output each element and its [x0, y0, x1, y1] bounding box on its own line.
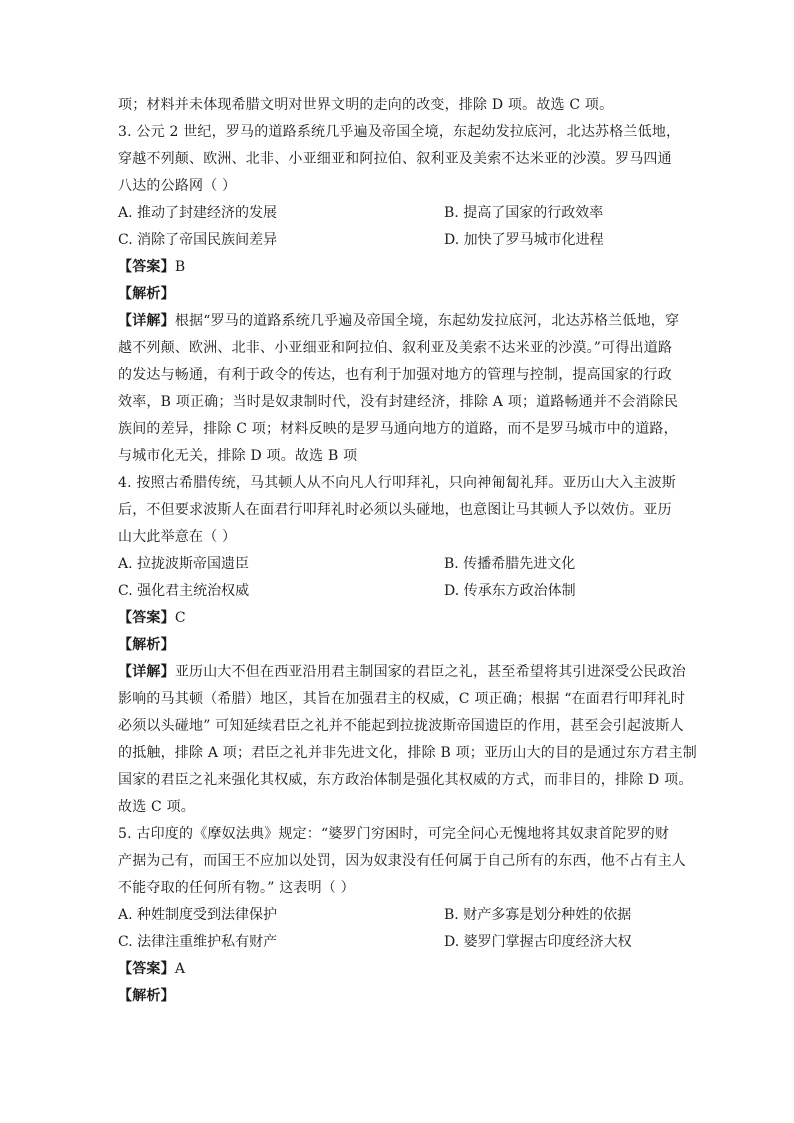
detail-line: 效率，B 项正确；当时是奴隶制时代，没有封建经济，排除 A 项；道路畅通并不会消除民 — [118, 394, 679, 410]
question-stem-line: 4. 按照古希腊传统，马其顿人从不向凡人行叩拜礼，只向神匍匐礼拜。亚历山大入主波斯 — [118, 475, 677, 491]
answer-line — [118, 956, 688, 983]
option-d: D. 传承东方政治体制 — [444, 583, 576, 599]
answer-label: 【答案】 — [118, 610, 175, 626]
question-stem-line: 山大此举意在（ ） — [118, 529, 237, 545]
question-stem-line: 穿越不列颠、欧洲、北非、小亚细亚和阿拉伯、叙利亚及美索不达米亚的沙漠。罗马四通 — [118, 151, 672, 167]
option-a: A. 推动了封建经济的发展 — [118, 205, 278, 221]
analysis-label: 【解析】 — [118, 286, 175, 302]
option-a: A. 拉拢波斯帝国遗臣 — [118, 556, 250, 572]
detail-line — [118, 659, 688, 686]
answer-line — [118, 605, 688, 632]
question-stem-line: 后，不但要求波斯人在面君行叩拜礼时必须以头碰地，也意图让马其顿人予以效仿。亚历 — [118, 502, 672, 518]
option-row — [118, 902, 688, 929]
option-a: A. 种姓制度受到法律保护 — [118, 907, 278, 923]
intro-line: 项；材料并未体现希腊文明对世界文明的走向的改变，排除 D 项。故选 C 项。 — [118, 97, 614, 113]
question-stem-line: 八达的公路网（ ） — [118, 178, 237, 194]
detail-line: 影响的马其顿（希腊）地区，其旨在加强君主的权威，C 项正确；根据 “在面君行叩拜礼时 — [118, 691, 686, 707]
analysis-line — [118, 281, 688, 308]
option-c: C. 强化君主统治权威 — [118, 583, 250, 599]
analysis-line — [118, 632, 688, 659]
option-b: B. 传播希腊先进文化 — [444, 556, 576, 572]
analysis-line — [118, 983, 688, 1010]
answer-label: 【答案】 — [118, 961, 175, 977]
question-stem-line: 不能夺取的任何所有物。” 这表明（ ） — [118, 880, 355, 896]
detail-label: 【详解】 — [118, 664, 175, 680]
option-c: C. 法律注重维护私有财产 — [118, 934, 278, 950]
answer-value: C — [174, 610, 186, 626]
detail-text: 根据“罗马的道路系统几乎遍及帝国全境，东起幼发拉底河，北达苏格兰低地，穿 — [174, 313, 680, 329]
option-d: D. 加快了罗马城市化进程 — [444, 232, 604, 248]
option-b: B. 提高了国家的行政效率 — [444, 205, 604, 221]
option-row — [118, 551, 688, 578]
question-stem-line: 3. 公元 2 世纪，罗马的道路系统几乎遍及帝国全境，东起幼发拉底河，北达苏格兰低地， — [118, 124, 681, 140]
detail-line — [118, 308, 688, 335]
analysis-label: 【解析】 — [118, 988, 175, 1004]
question-stem-line: 5. 古印度的《摩奴法典》规定：“婆罗门穷困时，可完全问心无愧地将其奴隶首陀罗的财 — [118, 826, 670, 842]
question-4 — [118, 470, 697, 821]
option-c: C. 消除了帝国民族间差异 — [118, 232, 278, 248]
answer-line — [118, 254, 688, 281]
answer-value: B — [174, 259, 186, 275]
detail-text: 亚历山大不但在西亚沿用君主制国家的君臣之礼，甚至希望将其引进深受公民政治 — [174, 664, 687, 680]
detail-line: 族间的差异，排除 C 项；材料反映的是罗马通向地方的道路，而不是罗马城市中的道路， — [118, 421, 678, 437]
option-row — [118, 227, 688, 254]
option-row — [118, 578, 688, 605]
detail-line: 国家的君臣之礼来强化其权威，东方政治体制是强化其权威的方式，而非目的，排除 D 项。 — [118, 772, 693, 788]
detail-line: 的发达与畅通，有利于政令的传达，也有利于加强对地方的管理与控制，提高国家的行政 — [118, 367, 672, 383]
answer-label: 【答案】 — [118, 259, 175, 275]
document-page — [118, 92, 697, 1010]
detail-label: 【详解】 — [118, 313, 175, 329]
option-d: D. 婆罗门掌握古印度经济大权 — [444, 934, 632, 950]
detail-line: 越不列颠、欧洲、北非、小亚细亚和阿拉伯、叙利亚及美索不达米亚的沙漠。”可得出道路 — [118, 340, 673, 356]
question-3 — [118, 119, 688, 470]
detail-line: 与城市化无关，排除 D 项。故选 B 项 — [118, 448, 358, 464]
option-row — [118, 929, 688, 956]
detail-line: 故选 C 项。 — [118, 799, 196, 815]
question-5 — [118, 821, 688, 1010]
question-stem-line: 产据为己有，而国王不应加以处罚，因为奴隶没有任何属于自己所有的东西，他不占有主人 — [118, 853, 686, 869]
detail-line: 的抵触，排除 A 项；君臣之礼并非先进文化，排除 B 项；亚历山大的目的是通过东方君主制 — [118, 745, 697, 761]
detail-line: 必须以头碰地” 可知延续君臣之礼并不能起到拉拢波斯帝国遗臣的作用，甚至会引起波斯人 — [118, 718, 684, 734]
option-row — [118, 200, 688, 227]
option-b: B. 财产多寡是划分种姓的依据 — [444, 907, 632, 923]
analysis-label: 【解析】 — [118, 637, 175, 653]
answer-value: A — [174, 961, 186, 977]
